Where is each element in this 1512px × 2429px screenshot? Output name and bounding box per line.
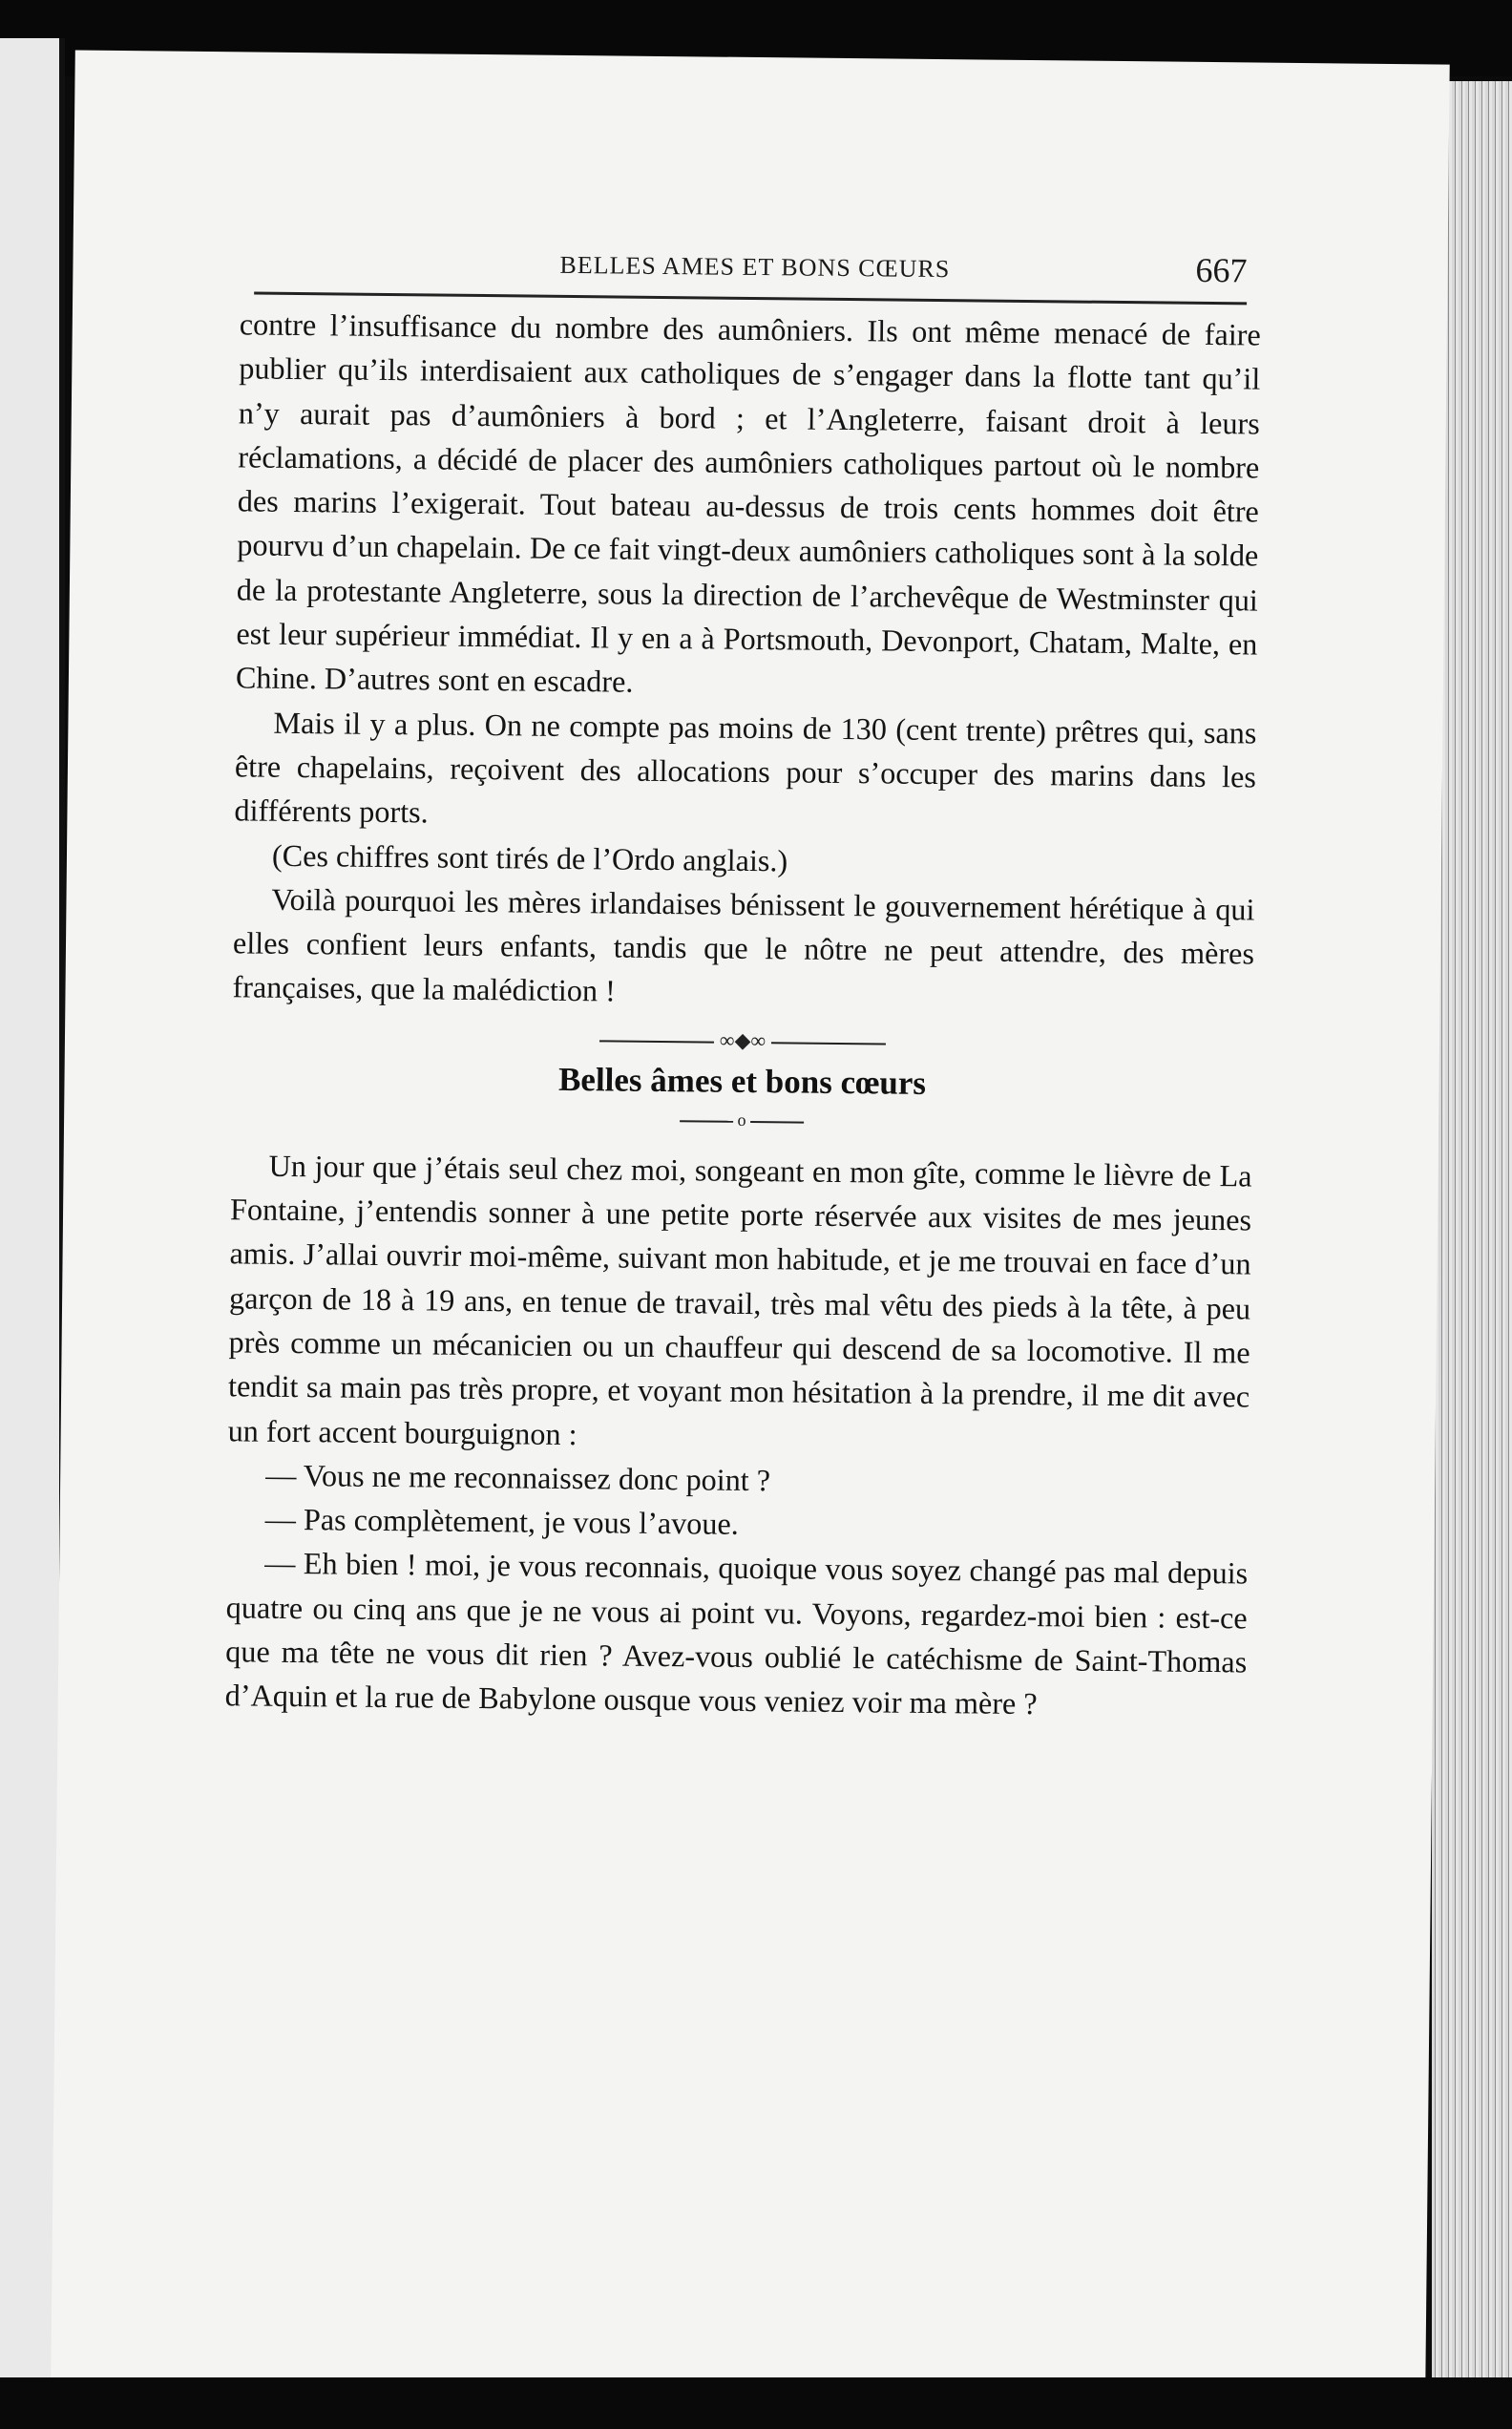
running-head-title: BELLES AMES ET BONS CŒURS	[559, 250, 951, 284]
paragraph: Un jour que j’étais seul chez moi, songeant en mon gîte, comme le lièvre de La Fontaine, j’entendis sonner à une petite porte réservée aux visites de mes jeunes amis. J’allai ouvrir moi-même, suivant mon habitude, et je me trouvai en face d’un garçon de 18 à 19 ans, en tenue de travail, très mal vêtu des pieds à la tête, à peu près comme un mécanicien ou un chauffeur qui descend de sa locomotive. Il me tendit sa main pas très propre, et voyant mon hésitation à la prendre, il me dit avec un fort accent bourguignon :	[227, 1148, 1252, 1451]
dialogue-line: — Eh bien ! moi, je vous reconnais, quoique vous soyez changé pas mal depuis quatre ou cinq ans que je ne vous ai point vu. Voyons, regardez-moi bien : est-ce que ma tête ne vous dit rien ? Avez-vous oublié le catéchisme de Saint-Thomas d’Aquin et la rue de Babylone ousque vous veniez voir ma mère ?	[224, 1546, 1249, 1721]
dialogue-line: — Pas complètement, je vous l’avoue.	[264, 1501, 739, 1542]
divider-rule-right	[750, 1121, 804, 1124]
section-title: Belles âmes et bons cœurs	[557, 1060, 927, 1102]
scan-bottom-border	[0, 2377, 1512, 2429]
paragraph: Voilà pourquoi les mères irlandaises bénissent le gouvernement hérétique à qui elles confient leurs enfants, tandis que le nôtre ne peut attendre, des mères françaises, que la malédiction !	[232, 881, 1255, 1008]
divider-rule-left	[680, 1120, 733, 1123]
paragraph-continuation: contre l’insuffisance du nombre des aumôniers. Ils ont même menacé de faire publier qu’ils interdisaient aux catholiques de s’engager dans la flotte tant qu’il n’y aurait pas d’aumôniers à bord ; et l’Angleterre, faisant droit à leurs réclamations, a décidé de placer des aumôniers catholiques partout où le nombre des marins l’exigerait. Tout bateau au-dessus de trois cents hommes doit être pourvu d’un chapelain. De ce fait vingt-deux aumôniers catholiques sont à la solde de la protestante Angleterre, sous la direction de l’archevêque de Westminster qui est leur supérieur immédiat. Il y en a à Portsmouth, Devonport, Chatam, Malte, en Chine. D’autres sont en escadre.	[235, 306, 1261, 700]
running-head	[254, 239, 1248, 306]
ornament-rule-left	[599, 1040, 714, 1043]
page-body	[225, 302, 1261, 1728]
ornament-glyph: ∞◆∞	[719, 1027, 766, 1052]
paragraph: Mais il y a plus. On ne compte pas moins de 130 (cent trente) prêtres qui, sans être chapelains, reçoivent des allocations pour s’occuper des marins dans les différents ports.	[234, 705, 1257, 830]
paragraph-note: (Ces chiffres sont tirés de l’Ordo anglais.)	[271, 837, 788, 877]
divider-glyph: o	[737, 1109, 746, 1130]
book-page	[51, 51, 1449, 2395]
dialogue-line: — Vous ne me reconnaissez donc point ?	[265, 1457, 771, 1498]
ornament-rule-right	[771, 1042, 886, 1045]
page-number: 667	[1195, 250, 1248, 290]
